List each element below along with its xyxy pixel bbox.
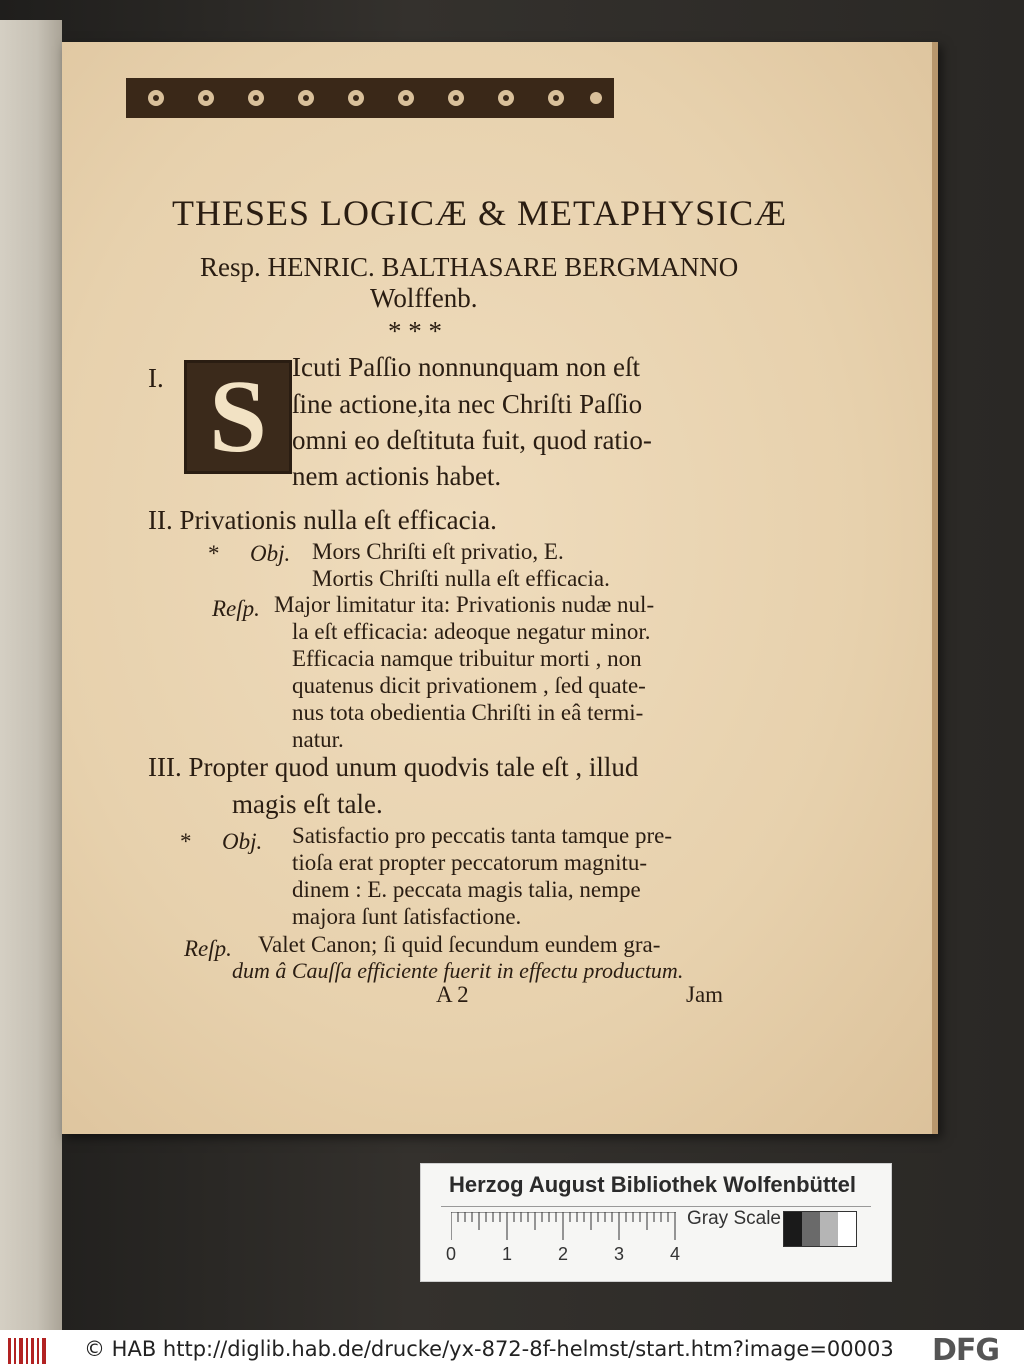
objection-line: dinem : E. peccata magis talia, nempe [292,877,641,902]
thesis-heading: II. Privationis nulla eſt efficacia. [148,505,497,535]
objection-line: tioſa erat propter peccatorum magnitu- [292,850,648,875]
thesis-text-line: ſine actione,ita nec Chriſti Paſſio [292,389,643,419]
asterism: * * * [388,316,442,346]
response-label: Reſp. [184,936,232,961]
objection-line: majora ſunt ſatisfactione. [292,904,522,929]
gray-scale-swatch [783,1211,857,1247]
thesis-text-line: Icuti Paſſio nonnunquam non eſt [292,352,640,382]
barcode-icon [8,1336,48,1366]
response-line: la eſt efficacia: adeoque negatur minor. [292,619,651,644]
response-line: quatenus dicit privationem , ſed quate- [292,673,646,698]
thesis-text-line: omni eo deſtituta fuit, quod ratio- [292,425,652,455]
scale-number: 4 [670,1244,681,1264]
signature-mark: A 2 [436,982,469,1007]
gray-scale-label: Gray Scale [687,1208,781,1229]
scale-number: 0 [446,1244,457,1264]
response-line: Efficacia namque tribuitur morti , non [292,646,642,671]
respondent-line: Resp. HENRIC. BALTHASARE BERGMANNO [200,252,739,282]
ruler-scale [451,1212,691,1242]
response-line: dum â Cauſſa efficiente fuerit in effectu productum. [232,958,684,983]
decorated-initial [184,360,292,474]
response-line: nus tota obedientia Chriſti in eâ termi- [292,700,644,725]
objection-line: Mortis Chriſti nulla eſt efficacia. [312,566,610,591]
facing-leaf-edge [0,20,62,1340]
library-name: Herzog August Bibliothek Wolfenbüttel [449,1172,856,1197]
ornament-band [126,76,614,120]
dfg-logo: DFG [932,1333,1000,1368]
scale-number: 3 [614,1244,625,1264]
objection-marker: * [208,541,220,566]
thesis-text-line: nem actionis habet. [292,461,502,491]
thesis-heading-cont: magis eſt tale. [232,789,383,819]
objection-line: Mors Chriſti eſt privatio, E. [312,539,564,564]
page-title: THESES LOGICÆ & METAPHYSICÆ [172,193,788,233]
response-line: Valet Canon; ſi quid ſecundum eundem gra- [258,932,661,957]
objection-line: Satisfactio pro peccatis tanta tamque pre- [292,823,672,848]
scale-number: 1 [502,1244,513,1264]
label-divider [441,1206,871,1207]
library-label-card [420,1163,892,1282]
catchword: Jam [686,982,724,1007]
response-label: Reſp. [212,596,260,621]
thesis-number: I. [148,363,164,393]
footer-bar [0,1330,1024,1372]
response-line: Major limitatur ita: Privationis nudæ nul- [274,592,655,617]
objection-label: Obj. [222,829,263,854]
scale-number: 2 [558,1244,569,1264]
initial-letter: S [209,359,267,474]
copyright-url[interactable]: © HAB http://diglib.hab.de/drucke/yx-872-8f-helmst/start.htm?image=00003 [84,1337,894,1361]
respondent-town: Wolffenb. [370,283,478,313]
objection-marker: * [180,829,192,854]
objection-label: Obj. [250,541,291,566]
thesis-heading: III. Propter quod unum quodvis tale eſt , illud [148,752,639,782]
response-line: natur. [292,727,344,752]
